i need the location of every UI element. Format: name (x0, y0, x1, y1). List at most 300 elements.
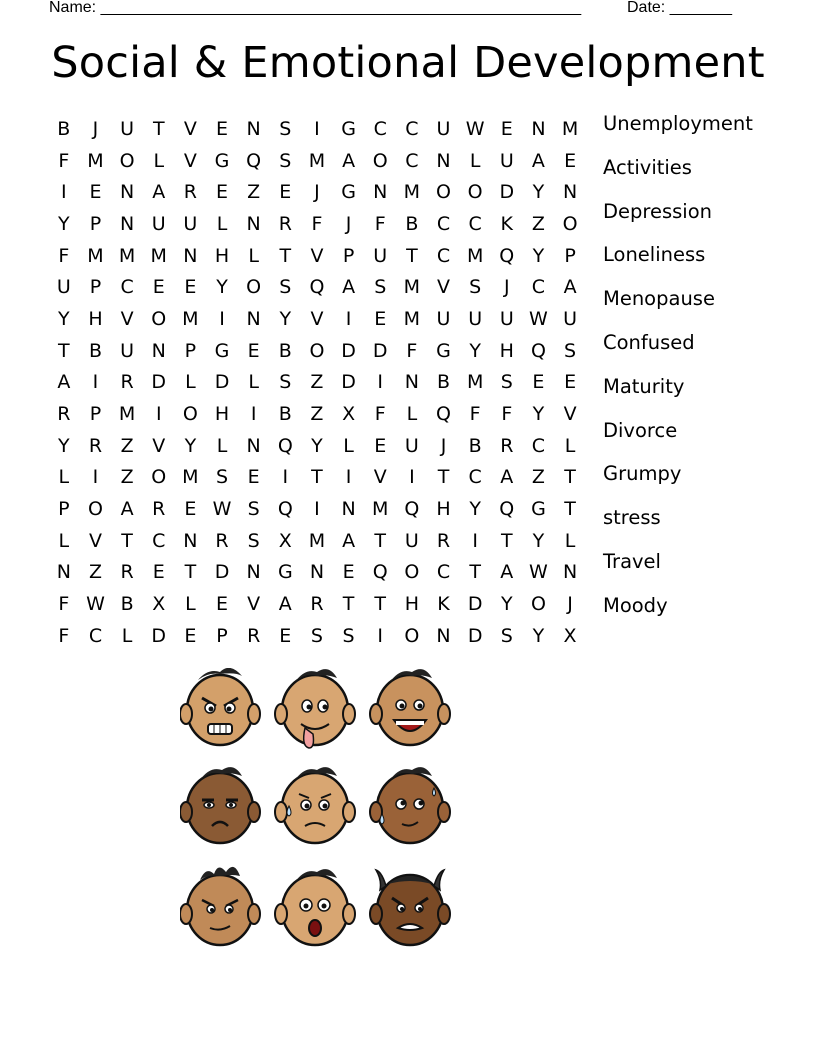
grid-row (48, 367, 588, 399)
grid-letter: Z (310, 403, 324, 426)
grid-letter: T (311, 466, 323, 489)
grid-letter: S (469, 276, 482, 299)
grid-letter: L (153, 149, 165, 172)
grid-letter: C (152, 529, 166, 552)
nervous-face-icon (370, 767, 450, 843)
grid-letter: W (86, 593, 105, 616)
grid-letter: E (247, 339, 260, 362)
grid-letter: C (436, 561, 451, 584)
grid-letter: E (374, 307, 387, 330)
date-field[interactable]: Date: _______ (627, 0, 732, 16)
grid-letter: N (246, 212, 261, 235)
grid-letter: N (436, 624, 451, 647)
grid-letter: I (345, 466, 352, 489)
grid-letter: N (246, 434, 261, 457)
grid-letter: E (500, 117, 513, 140)
grid-letter: E (342, 561, 355, 584)
grid-letter: I (314, 498, 320, 521)
grid-letter: L (216, 434, 228, 457)
grid-letter: O (182, 403, 198, 426)
grid-letter: R (278, 212, 292, 235)
grid-letter: V (373, 466, 387, 489)
grid-letter: Y (58, 307, 70, 330)
grid-letter: M (87, 149, 104, 172)
annoyed-face-icon (180, 867, 260, 945)
grid-letter: M (466, 244, 484, 267)
grid-letter: D (341, 339, 356, 362)
grid-letter: C (405, 149, 419, 172)
grid-letter: E (216, 117, 229, 140)
grid-letter: U (563, 307, 578, 330)
grid-letter: V (563, 403, 577, 426)
grid-row (48, 145, 588, 177)
grid-letter: B (57, 117, 71, 140)
grid-letter: Q (277, 498, 293, 521)
grid-letter: Z (120, 434, 134, 457)
grid-letter: D (467, 593, 483, 616)
grid-letter: I (377, 624, 384, 647)
grid-letter: Z (310, 371, 324, 394)
grid-letter: Q (499, 244, 515, 267)
grid-letter: M (308, 149, 326, 172)
grid-letter: Q (246, 149, 262, 172)
grid-letter: P (89, 403, 102, 426)
grid-letter: F (58, 149, 70, 172)
grid-letter: S (310, 624, 323, 647)
word-list-item: Activities (603, 155, 692, 179)
grid-letter: R (88, 434, 103, 457)
grid-letter: E (279, 624, 292, 647)
grid-letter: F (501, 403, 513, 426)
grid-row (48, 335, 588, 367)
grid-letter: U (404, 529, 419, 552)
grid-letter: Z (247, 181, 261, 204)
grid-letter: L (406, 403, 418, 426)
grid-letter: Y (311, 434, 323, 457)
grid-letter: O (151, 466, 167, 489)
grid-letter: C (120, 276, 134, 299)
grid-letter: E (184, 276, 197, 299)
grid-letter: N (246, 117, 261, 140)
word-list-item: Menopause (603, 287, 715, 311)
grid-letter: V (152, 434, 166, 457)
grid-letter: D (467, 624, 483, 647)
word-list-item: Depression (603, 199, 713, 223)
grid-letter: E (184, 624, 197, 647)
grid-letter: F (374, 403, 386, 426)
grid-letter: Z (531, 212, 545, 235)
grid-letter: E (152, 276, 165, 299)
grid-letter: S (247, 529, 260, 552)
grid-letter: R (436, 529, 451, 552)
grid-letter: S (500, 624, 513, 647)
grid-letter: P (58, 498, 70, 521)
grid-letter: A (342, 276, 356, 299)
grid-letter: T (406, 244, 418, 267)
grid-letter: M (372, 498, 389, 521)
word-list-item: Maturity (603, 374, 685, 398)
grid-letter: S (279, 371, 292, 394)
grid-letter: T (152, 117, 165, 140)
grid-letter: J (440, 434, 447, 457)
grid-letter: Y (532, 403, 545, 426)
grid-row (48, 588, 588, 620)
grid-letter: P (564, 244, 576, 267)
grid-letter: L (216, 212, 228, 235)
grid-letter: G (341, 117, 356, 140)
grid-letter: I (92, 466, 99, 489)
grid-letter: C (531, 276, 546, 299)
grid-letter: M (150, 244, 167, 267)
grid-letter: G (531, 498, 546, 521)
grid-letter: S (279, 276, 292, 299)
grid-row (48, 493, 588, 525)
grid-letter: B (278, 339, 292, 362)
grid-row (48, 430, 588, 462)
grid-letter: B (88, 339, 102, 362)
grid-letter: T (564, 466, 576, 489)
grid-letter: F (58, 624, 70, 647)
grid-letter: I (409, 466, 415, 489)
grid-letter: L (121, 624, 133, 647)
grid-letter: Z (120, 466, 134, 489)
grid-letter: D (499, 181, 515, 204)
grid-letter: T (374, 593, 387, 616)
grid-letter: Q (499, 498, 515, 521)
grid-letter: Y (216, 276, 228, 299)
grid-letter: D (151, 624, 167, 647)
word-list-item: Unemployment (603, 112, 753, 135)
grid-letter: T (184, 561, 197, 584)
grid-letter: M (403, 276, 421, 299)
grid-letter: R (183, 181, 197, 204)
grid-letter: H (404, 593, 420, 616)
grid-letter: I (472, 529, 478, 552)
laughing-face-icon (370, 669, 450, 745)
grid-letter: M (308, 529, 326, 552)
grid-letter: T (279, 244, 292, 267)
grid-letter: Q (277, 434, 293, 457)
grid-letter: U (404, 434, 419, 457)
grid-letter: Q (530, 339, 546, 362)
grid-letter: Q (372, 561, 388, 584)
grid-letter: X (278, 529, 292, 552)
grid-letter: W (212, 498, 232, 521)
grid-row (48, 525, 588, 557)
grid-letter: N (56, 561, 71, 584)
grid-letter: T (342, 593, 355, 616)
grid-letter: Q (436, 403, 451, 426)
grid-letter: G (277, 561, 293, 584)
grid-letter: N (373, 181, 388, 204)
grid-letter: E (564, 371, 577, 394)
grid-letter: R (120, 371, 134, 394)
grid-letter: M (87, 244, 104, 267)
grid-letter: C (468, 212, 482, 235)
grid-letter: E (89, 181, 102, 204)
grid-letter: U (120, 339, 135, 362)
grid-letter: N (119, 212, 135, 235)
grid-letter: E (279, 181, 292, 204)
grid-letter: I (345, 307, 352, 330)
grid-letter: O (246, 276, 262, 299)
grid-row (48, 557, 588, 589)
grid-letter: N (562, 561, 578, 584)
grid-letter: E (532, 371, 545, 394)
grid-letter: N (341, 498, 356, 521)
grid-letter: Z (88, 561, 102, 584)
grid-letter: R (215, 529, 229, 552)
grid-letter: X (342, 403, 356, 426)
grid-letter: J (345, 212, 352, 235)
grid-letter: Y (532, 529, 545, 552)
word-list-item: Confused (603, 330, 695, 354)
grid-letter: H (214, 403, 230, 426)
grid-letter: L (248, 244, 259, 267)
grid-letter: O (404, 624, 420, 647)
grid-letter: L (58, 466, 70, 489)
grid-letter: O (87, 498, 103, 521)
grid-letter: J (314, 181, 320, 204)
page-title: Social & Emotional Development (51, 38, 765, 88)
grid-letter: O (530, 593, 546, 616)
grid-letter: V (310, 244, 324, 267)
grid-letter: L (343, 434, 354, 457)
grid-letter: J (92, 117, 99, 140)
name-field[interactable]: Name: ______________________________________________________ (49, 0, 582, 16)
grid-letter: A (278, 593, 292, 616)
grid-letter: C (468, 466, 482, 489)
grid-letter: Z (531, 466, 545, 489)
grid-letter: Y (532, 624, 545, 647)
grid-letter: A (152, 181, 166, 204)
grid-letter: U (436, 117, 451, 140)
grid-letter: M (561, 117, 579, 140)
grid-letter: W (465, 117, 485, 140)
grid-letter: C (405, 117, 419, 140)
grid-letter: K (437, 593, 450, 616)
grid-letter: V (183, 117, 197, 140)
grid-letter: F (58, 593, 70, 616)
grid-letter: P (184, 339, 197, 362)
grid-letter: T (469, 561, 481, 584)
grid-letter: Y (500, 593, 513, 616)
grid-letter: L (185, 371, 196, 394)
grid-letter: N (119, 181, 135, 204)
grid-letter: D (151, 371, 167, 394)
surprised-face-icon (275, 869, 355, 945)
grid-letter: X (563, 624, 577, 647)
grid-letter: Q (404, 498, 420, 521)
grid-letter: O (372, 149, 388, 172)
grid-letter: U (373, 244, 388, 267)
grid-letter: L (58, 529, 70, 552)
grid-letter: M (403, 307, 421, 330)
grid-letter: I (314, 117, 320, 140)
grid-letter: P (89, 212, 102, 235)
grid-letter: E (152, 561, 165, 584)
grid-letter: C (436, 212, 451, 235)
grid-letter: F (406, 339, 418, 362)
grid-letter: G (436, 339, 451, 362)
grid-letter: I (61, 181, 67, 204)
grid-letter: D (372, 339, 388, 362)
grid-letter: P (342, 244, 355, 267)
grid-letter: O (309, 339, 325, 362)
grid-letter: U (499, 149, 514, 172)
grid-letter: E (184, 498, 197, 521)
grid-letter: S (374, 276, 387, 299)
grid-letter: F (469, 403, 481, 426)
grid-row (48, 240, 588, 272)
grid-letter: G (214, 339, 230, 362)
grid-letter: A (57, 371, 71, 394)
grid-letter: M (403, 181, 421, 204)
grid-letter: A (563, 276, 577, 299)
grid-letter: N (151, 339, 166, 362)
grid-row (48, 271, 588, 303)
grid-letter: L (564, 529, 576, 552)
grid-letter: O (436, 181, 451, 204)
grid-letter: T (58, 339, 70, 362)
grid-letter: V (183, 149, 197, 172)
grid-letter: T (437, 466, 450, 489)
word-list-item: stress (603, 506, 661, 530)
grid-letter: I (250, 403, 257, 426)
grid-letter: N (183, 244, 198, 267)
grid-letter: E (374, 434, 387, 457)
grid-letter: U (436, 307, 451, 330)
grid-row (48, 303, 588, 335)
word-list-item: Moody (603, 593, 668, 617)
word-list-item: Loneliness (603, 243, 706, 267)
grid-letter: Y (58, 434, 70, 457)
grid-letter: Y (532, 244, 545, 267)
grumpy-face-icon (180, 767, 260, 843)
grid-letter: N (562, 181, 578, 204)
grid-letter: N (246, 307, 261, 330)
grid-letter: G (214, 149, 230, 172)
grid-letter: M (182, 307, 199, 330)
worried-face-icon (275, 767, 355, 843)
grid-letter: T (564, 498, 576, 521)
grid-letter: P (216, 624, 228, 647)
grid-letter: H (436, 498, 451, 521)
grid-letter: F (311, 212, 323, 235)
grid-letter: M (182, 466, 199, 489)
grid-letter: M (118, 403, 136, 426)
grid-letter: R (310, 593, 324, 616)
grid-letter: S (342, 624, 355, 647)
grid-letter: K (500, 212, 514, 235)
grid-letter: A (120, 498, 134, 521)
grid-letter: C (373, 117, 387, 140)
grid-letter: O (562, 212, 578, 235)
grid-letter: E (564, 149, 577, 172)
grid-letter: J (503, 276, 510, 299)
grid-row (48, 113, 588, 145)
grid-letter: O (404, 561, 420, 584)
grid-letter: U (56, 276, 71, 299)
grid-letter: I (282, 466, 289, 489)
grid-letter: B (120, 593, 134, 616)
grid-letter: Y (532, 181, 545, 204)
grid-letter: J (567, 593, 573, 616)
grid-letter: D (341, 371, 356, 394)
grid-letter: B (436, 371, 451, 394)
grid-letter: A (342, 149, 356, 172)
grid-letter: D (214, 561, 230, 584)
grid-letter: L (564, 434, 576, 457)
grid-letter: C (436, 244, 451, 267)
grid-letter: M (118, 244, 136, 267)
grid-letter: M (466, 371, 484, 394)
letter-grid (48, 113, 588, 652)
grid-letter: U (468, 307, 483, 330)
grid-letter: W (529, 307, 548, 330)
grid-letter: S (279, 149, 292, 172)
grid-letter: S (500, 371, 513, 394)
grid-letter: C (88, 624, 103, 647)
grid-letter: Q (309, 276, 325, 299)
grid-letter: T (121, 529, 133, 552)
grid-letter: I (377, 371, 384, 394)
grid-letter: Y (58, 212, 70, 235)
word-list-item: Divorce (603, 418, 678, 442)
grid-letter: B (468, 434, 482, 457)
grid-row (48, 620, 588, 652)
grid-letter: G (341, 181, 356, 204)
word-list-item: Travel (603, 549, 661, 573)
grid-row (48, 176, 588, 208)
grid-letter: U (499, 307, 514, 330)
grid-letter: Y (469, 498, 481, 521)
grid-letter: V (88, 529, 102, 552)
grid-letter: O (151, 307, 167, 330)
grid-letter: R (247, 624, 261, 647)
grid-letter: A (500, 466, 514, 489)
grid-letter: U (120, 117, 135, 140)
grid-letter: V (310, 307, 324, 330)
grid-letter: N (436, 149, 451, 172)
grid-letter: S (279, 117, 292, 140)
grid-letter: S (247, 498, 260, 521)
emotion-faces-illustration (180, 668, 460, 958)
grid-letter: A (342, 529, 356, 552)
grid-letter: S (564, 339, 577, 362)
grid-letter: A (531, 149, 545, 172)
grid-letter: C (531, 434, 546, 457)
grid-letter: E (216, 593, 229, 616)
grid-letter: I (92, 371, 99, 394)
grid-letter: V (120, 307, 134, 330)
grid-letter: S (215, 466, 229, 489)
grid-row (48, 208, 588, 240)
grid-letter: L (248, 371, 259, 394)
grid-letter: N (309, 561, 325, 584)
grid-letter: V (437, 276, 450, 299)
grid-letter: F (374, 212, 386, 235)
devil-face-icon (370, 870, 450, 945)
grid-letter: I (219, 307, 225, 330)
grid-letter: N (183, 529, 198, 552)
grid-letter: E (247, 466, 260, 489)
grid-letter: R (500, 434, 514, 457)
grid-letter: N (404, 371, 419, 394)
grid-row (48, 398, 588, 430)
grid-letter: E (216, 181, 229, 204)
grid-letter: F (58, 244, 70, 267)
